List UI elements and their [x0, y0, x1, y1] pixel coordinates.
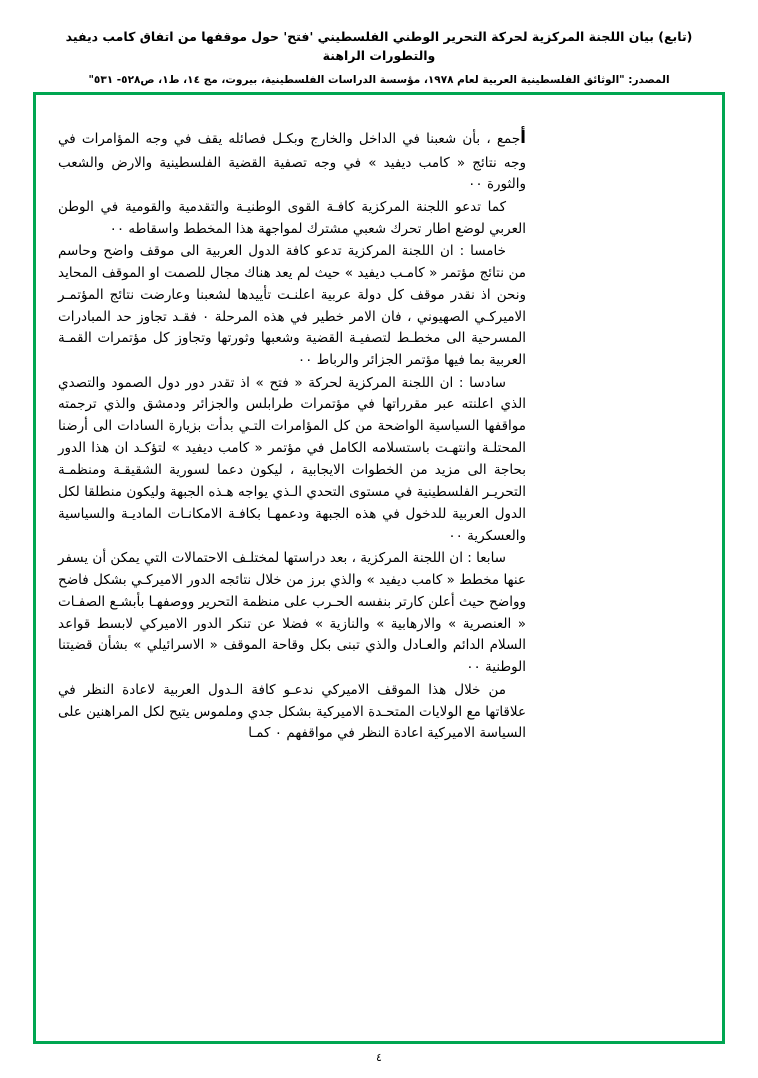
content-frame-border	[33, 92, 725, 1044]
paragraph: أجمع ، بأن شعبنا في الداخل والخارج وبكـل فصائله يقف في وجه المؤامرات في وجه نتائج « كامب ديفيد » في وجه تصفية القضية الفلسطينية والارض والشعب والثورة ٠٠	[58, 128, 526, 193]
paragraph: سابعا : ان اللجنة المركزية ، بعد دراستها لمختلـف الاحتمالات التي يمكن أن يسفر عنها مخطط « كامب ديفيد » والذي برز من خلال نتائجه الدور الاميركـي بشكل فاضح وواضح حيث أعلن كارتر بنفسه الحـرب على منظمة التحرير ووصفهـا بأبشـع الصفـات « العنصرية » والارهابية » والنازية » فضلا عن تنكر الدور الاميركي لابسط قواعد السلام الدائم والعـادل والذي تبنى بكل وقاحة الموقف « الاسرائيلي » بشأن قضيتنا الوطنية ٠٠	[58, 550, 526, 676]
document-header	[0, 0, 758, 88]
document-title: (تابع) بيان اللجنة المركزية لحركة التحرير الوطني الفلسطيني 'فتح' حول موقفها من اتفاق كامب ديفيد والتطورات الراهنة	[65, 29, 693, 63]
page-number: ٤	[376, 1051, 382, 1064]
document-source-line: المصدر: "الوثائق الفلسطينية العربية لعام ١٩٧٨، مؤسسة الدراسات الفلسطينية، بيروت، مج ١٤، ط١، ص٥٢٨- ٥٣١"	[88, 73, 670, 86]
paragraph: كما تدعو اللجنة المركزية كافـة القوى الوطنيـة والتقدمية والقومية في الوطن العربي لوضع اطار تحرك شعبي مشترك لمواجهة هذا المخطط واسقاطه ٠٠	[58, 198, 526, 237]
paragraph: سادسا : ان اللجنة المركزية لحركة « فتح » اذ تقدر دور دول الصمود والتصدي الذي اعلنته عبر مقرراتها في مؤتمرات طرابلس والجزائر ودمشق والذي ترجمته مواقفها السياسية الواضحة من كل المؤامرات التـي بدأت بزيارة السادات الى أرضنا المحتلـة وانتهـت باستسلامه الكامل في مؤتمر « كامب ديفيد » لتؤكـد ان هذا الدور بحاجة الى مزيد من الخطوات الايجابية ، ليكون دعما لسورية الشقيقـة ومنظمـة التحريـر الفلسطينية في مستوى التحدي الـذي يواجه هـذه الجبهة وليكون منطلقا لكل الدول العربية للدخول في هذه الجبهة ودعمهـا بكافـة الامكانـات الماديـة والسياسية والعسكرية ٠٠	[58, 374, 526, 544]
document-body	[58, 125, 526, 746]
paragraph: من خلال هذا الموقف الاميركي ندعـو كافة الـدول العربية لاعادة النظر في علاقاتها مع الولايات المتحـدة الاميركية بشكل جدي وملموس يتيح لكل المراهنين على السياسة الاميركية اعادة النظر في مواقفهم ٠ كمـا	[58, 681, 526, 742]
paragraph: خامسا : ان اللجنة المركزية تدعو كافة الدول العربية الى موقف واضح وحاسم من نتائج مؤتمر « كامـب ديفيد » حيث لم يعد هناك مجال للصمت او الموقف المحايد ونحن اذ نقدر موقف كل دولة عربية اعلنـت تأييدها لشعبنا وعارضت نتائج المؤتمـر الاميركـي الصهيوني ، فان الامر خطير في هذه المرحلة ٠ فقـد تجاوز حد المبادرات المسرحية الى مخطـط لتصفيـة القضية وشعبها وثورتها وتجاوز كل مؤتمرات القمـة العربية بما فيها مؤتمر الجزائر والرباط ٠٠	[58, 242, 527, 369]
